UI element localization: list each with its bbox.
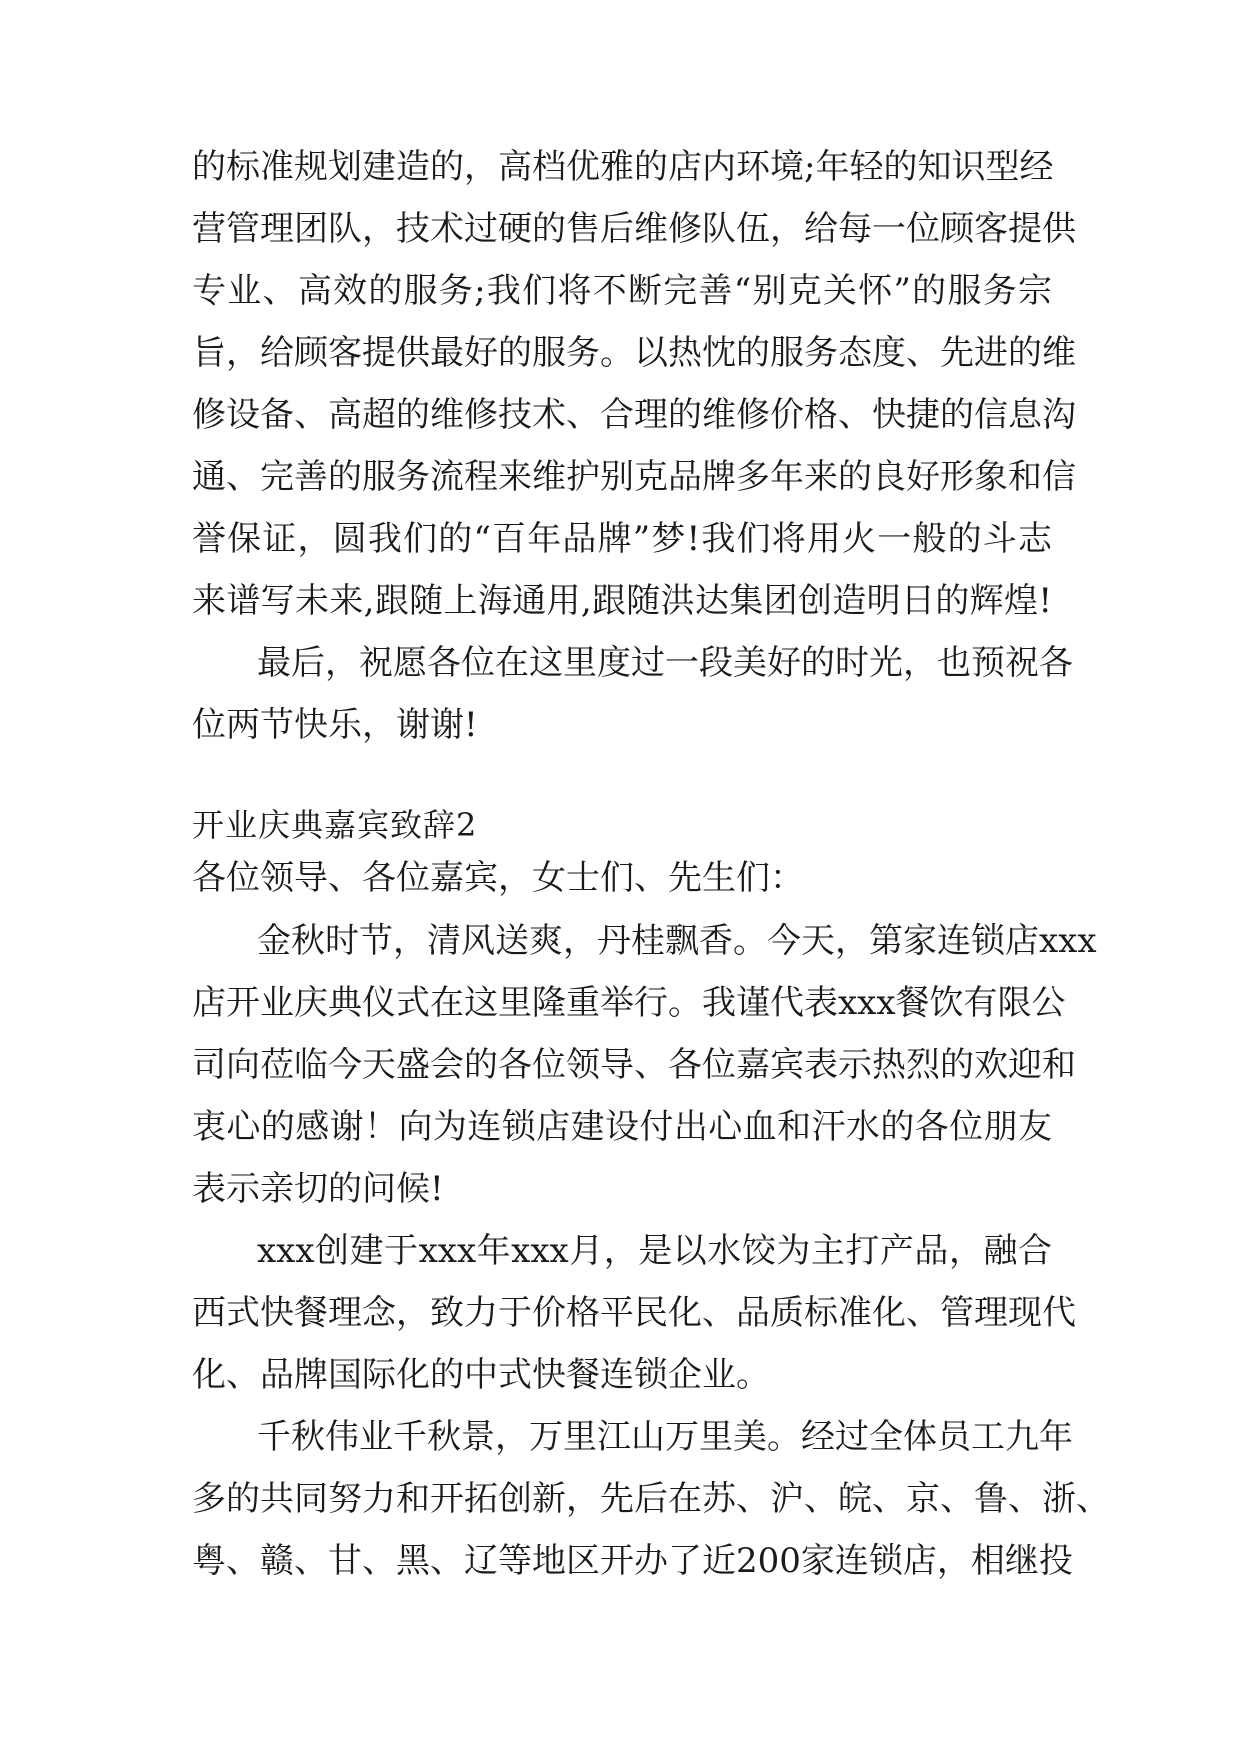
body-text-line: 誉保证，圆我们的“百年品牌”梦!我们将用火一般的斗志 [192, 519, 1052, 559]
body-text-line: 的标准规划建造的，高档优雅的店内环境;年轻的知识型经 [192, 147, 1054, 187]
body-text-line: 粤、赣、甘、黑、辽等地区开办了近200家连锁店，相继投 [192, 1541, 1073, 1581]
closing-text-line: 最后，祝愿各位在这里度过一段美好的时光，也预祝各 [257, 643, 1073, 683]
body-text-line: xxx创建于xxx年xxx月，是以水饺为主打产品，融合 [257, 1231, 1052, 1271]
body-text-line: 千秋伟业千秋景，万里江山万里美。经过全体员工九年 [257, 1417, 1073, 1457]
salutation: 各位领导、各位嘉宾，女士们、先生们： [192, 858, 804, 898]
body-text-line: 金秋时节，清风送爽，丹桂飘香。今天，第家连锁店xxx [257, 921, 1097, 961]
body-text-line: 西式快餐理念，致力于价格平民化、品质标准化、管理现代 [192, 1293, 1076, 1333]
body-text-line: 多的共同努力和开拓创新，先后在苏、沪、皖、京、鲁、浙、 [192, 1479, 1110, 1519]
body-text-line: 通、完善的服务流程来维护别克品牌多年来的良好形象和信 [192, 457, 1076, 497]
body-text-line: 衷心的感谢！向为连锁店建设付出心血和汗水的各位朋友 [192, 1107, 1052, 1147]
section-title: 开业庆典嘉宾致辞2 [192, 806, 478, 844]
body-text-line: 店开业庆典仪式在这里隆重举行。我谨代表xxx餐饮有限公 [192, 983, 1066, 1023]
body-text-line: 化、品牌国际化的中式快餐连锁企业。 [192, 1355, 770, 1395]
body-text-line: 来谱写未来,跟随上海通用,跟随洪达集团创造明日的辉煌! [192, 581, 1052, 621]
body-text-line: 司向莅临今天盛会的各位领导、各位嘉宾表示热烈的欢迎和 [192, 1045, 1076, 1085]
body-text-line: 修设备、高超的维修技术、合理的维修价格、快捷的信息沟 [192, 395, 1076, 435]
body-text-line: 专业、高效的服务;我们将不断完善“别克关怀”的服务宗 [192, 271, 1052, 311]
body-text-line: 营管理团队，技术过硬的售后维修队伍，给每一位顾客提供 [192, 209, 1076, 249]
closing-text-line: 位两节快乐，谢谢! [192, 705, 478, 745]
body-text-line: 表示亲切的问候! [192, 1169, 444, 1209]
body-text-line: 旨，给顾客提供最好的服务。以热忱的服务态度、先进的维 [192, 333, 1076, 373]
